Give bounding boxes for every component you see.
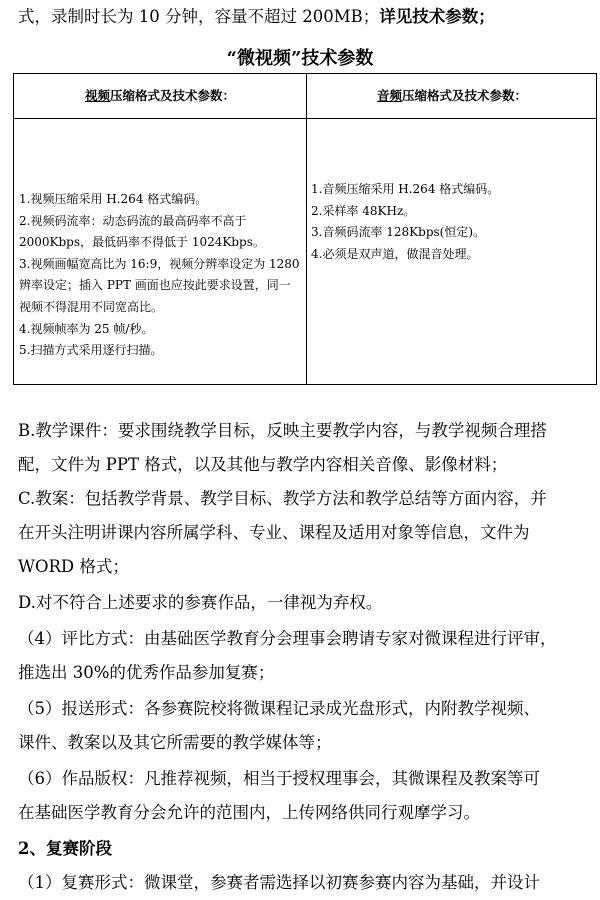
video-header-rest: 压缩格式及技术参数： (110, 88, 236, 103)
video-param-line: 4.视频帧率为 25 帧/秒。 (19, 321, 154, 336)
body-line: WORD 格式； (18, 557, 129, 576)
body-line: 在基础医学教育分会允许的范围内，上传网络供同行观摩学习。 (18, 803, 480, 822)
video-params-cell (19, 189, 300, 362)
video-param-line: 2000Kbps，最低码率不得低于 1024Kbps。 (19, 235, 265, 250)
body-line: D.对不符合上述要求的参赛作品，一律视为弃权。 (18, 593, 383, 612)
audio-param-line: 4.必须是双声道，做混音处理。 (311, 246, 479, 261)
video-column-header (14, 86, 306, 104)
body-line: （6）作品版权：凡推荐视频，相当于授权理事会，其微课程及教案等可 (18, 769, 540, 788)
body-line: （1）复赛形式：微课堂，参赛者需选择以初赛参赛内容为基础，并设计 (18, 873, 540, 892)
audio-header-underlined: 音频 (376, 88, 402, 103)
intro-text: 式，录制时长为 10 分钟，容量不超过 200MB； (18, 7, 380, 26)
audio-header-rest: 压缩格式及技术参数： (402, 88, 528, 103)
table-header-divider (14, 118, 596, 119)
video-param-line: 5.扫描方式采用逐行扫描。 (19, 343, 163, 358)
video-param-line: 3.视频画幅宽高比为 16:9，视频分辨率设定为 1280 (19, 256, 300, 271)
body-line: B.教学课件：要求围绕教学目标，反映主要教学内容，与教学视频合理搭 (18, 421, 547, 440)
table-column-divider (306, 74, 307, 384)
video-param-line: 1.视频压缩采用 H.264 格式编码。 (19, 192, 208, 206)
section-heading: 2、复赛阶段 (18, 839, 112, 858)
audio-column-header (307, 86, 597, 104)
body-line: （5）报送形式：各参赛院校将微课程记录成光盘形式，内附教学视频、 (18, 699, 540, 718)
body-line: 在开头注明讲课内容所属学科、专业、课程及适用对象等信息，文件为 (18, 523, 530, 542)
audio-param-line: 3.音频码流率 128Kbps(恒定)。 (311, 225, 486, 240)
body-line: 配，文件为 PPT 格式，以及其他与教学内容相关音像、影像材料； (18, 455, 508, 474)
body-line: 课件、教案以及其它所需要的教学媒体等； (18, 733, 332, 752)
audio-params-cell (311, 179, 499, 265)
body-line: （4）评比方式：由基础医学教育分会理事会聘请专家对微课程进行评审， (18, 629, 557, 648)
tech-params-table (13, 73, 597, 385)
table-title: “微视频”技术参数 (226, 48, 374, 69)
body-line: C.教案：包括教学背景、教学目标、教学方法和教学总结等方面内容，并 (18, 489, 547, 508)
body-line: 推选出 30%的优秀作品参加复赛； (18, 663, 275, 682)
intro-line (18, 6, 582, 28)
audio-param-line: 1.音频压缩采用 H.264 格式编码。 (311, 182, 500, 196)
video-param-line: 2.视频码流率：动态码流的最高码率不高于 (19, 213, 247, 228)
intro-bold-text: 详见技术参数； (379, 7, 495, 26)
audio-param-line: 2.采样率 48KHz。 (311, 203, 416, 218)
video-param-line: 辨率设定；插入 PPT 画面也应按此要求设置，同一 (19, 278, 291, 293)
video-header-underlined: 视频 (84, 88, 110, 103)
video-param-line: 视频不得混用不同宽高比。 (19, 299, 164, 314)
